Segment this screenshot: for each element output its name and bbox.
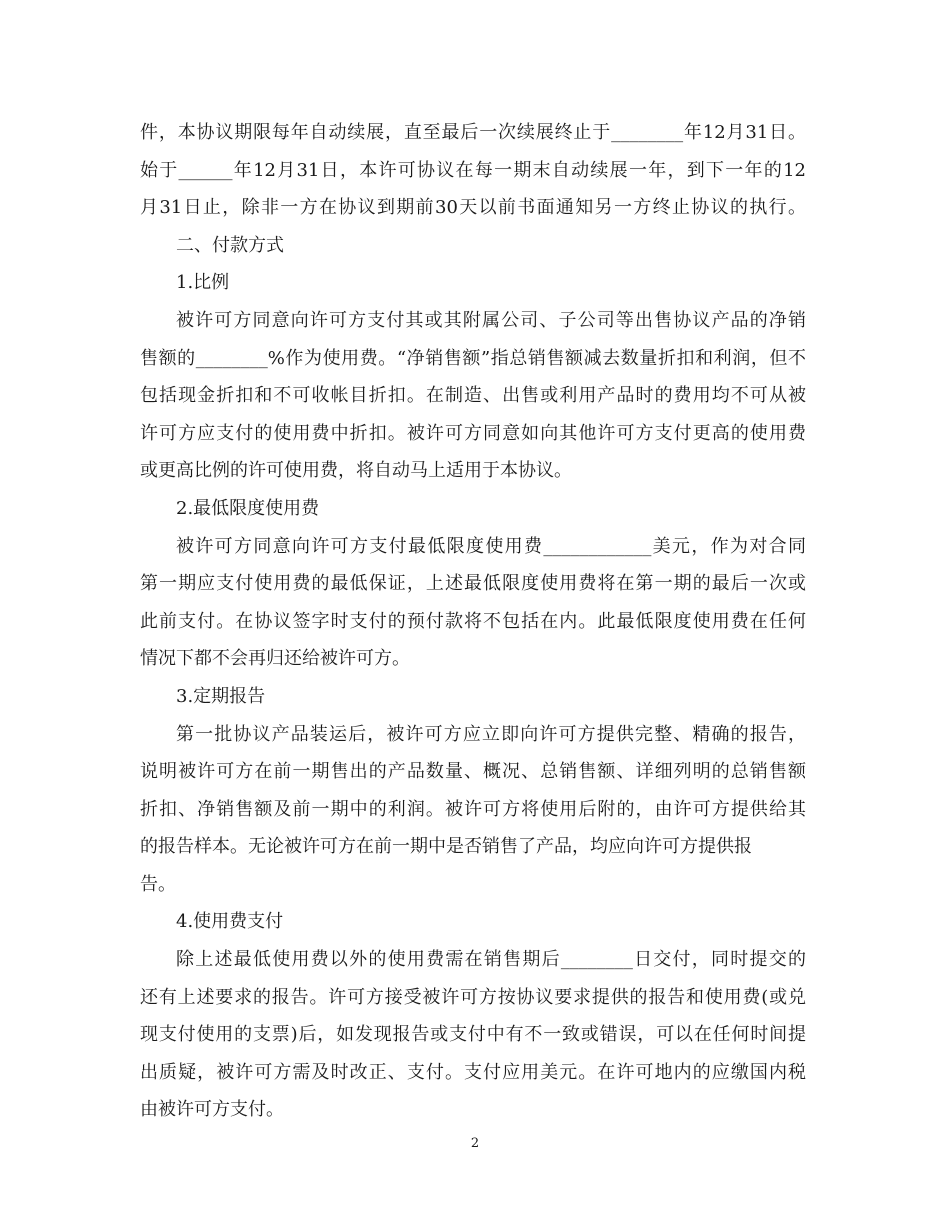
text-line: 第一批协议产品装运后，被许可方应立即向许可方提供完整、精确的报告，: [176, 723, 806, 745]
text-line: 许可方应支付的使用费中折扣。被许可方同意如向其他许可方支付更高的使用费: [140, 422, 806, 444]
text-line: 或更高比例的许可使用费，将自动马上适用于本协议。: [140, 460, 572, 482]
text-line: 第一期应支付使用费的最低保证，上述最低限度使用费将在第一期的最后一次或: [140, 573, 806, 595]
text-line: 被许可方同意向许可方支付其或其附属公司、子公司等出售协议产品的净销: [176, 309, 806, 331]
text-line: 现支付使用的支票)后，如发现报告或支付中有不一致或错误，可以在任何时间提: [140, 1024, 806, 1046]
text-line: 的报告样本。无论被许可方在前一期中是否销售了产品，均应向许可方提供报: [140, 836, 752, 858]
text-line: 售额的________%作为使用费。“净销售额”指总销售额减去数量折扣和利润，但不: [140, 347, 806, 369]
document-body: [140, 114, 806, 1129]
text-line: 月31日止，除非一方在协议到期前30天以前书面通知另一方终止协议的执行。: [140, 197, 806, 219]
text-line: 情况下都不会再归还给被许可方。: [140, 648, 410, 670]
text-line: 始于______年12月31日，本许可协议在每一期末自动续展一年，到下一年的12: [140, 159, 806, 181]
text-line: 除上述最低使用费以外的使用费需在销售期后________日交付，同时提交的: [176, 949, 806, 971]
text-line: 件，本协议期限每年自动续展，直至最后一次续展终止于________年12月31日。: [140, 122, 806, 143]
text-line: 3.定期报告: [176, 685, 266, 707]
text-line: 4.使用费支付: [176, 911, 284, 933]
text-line: 还有上述要求的报告。许可方接受被许可方按协议要求提供的报告和使用费(或兑: [140, 986, 806, 1008]
text-line: 出质疑，被许可方需及时改正、支付。支付应用美元。在许可地内的应缴国内税: [140, 1061, 806, 1083]
text-line: 二、付款方式: [176, 234, 284, 256]
text-line: 1.比例: [176, 272, 230, 294]
text-line: 折扣、净销售额及前一期中的利润。被许可方将使用后附的，由许可方提供给其: [140, 798, 806, 820]
text-line: 被许可方同意向许可方支付最低限度使用费____________美元，作为对合同: [176, 535, 806, 557]
text-line: 此前支付。在协议签字时支付的预付款将不包括在内。此最低限度使用费在任何: [140, 610, 806, 632]
text-line: 2.最低限度使用费: [176, 497, 320, 519]
page-number: 2: [470, 1136, 480, 1151]
text-line: 由被许可方支付。: [140, 1099, 284, 1121]
text-line: 说明被许可方在前一期售出的产品数量、概况、总销售额、详细列明的总销售额: [140, 761, 806, 783]
text-line: 包括现金折扣和不可收帐目折扣。在制造、出售或利用产品时的费用均不可从被: [140, 385, 806, 407]
text-line: 告。: [140, 873, 176, 895]
